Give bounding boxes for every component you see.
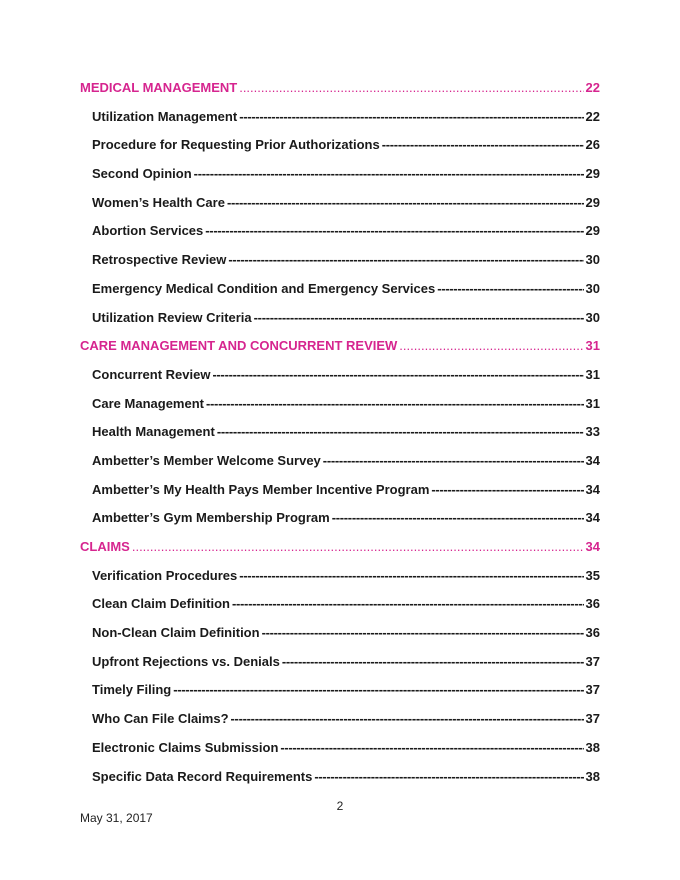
toc-entry-upfront-rejections[interactable] xyxy=(80,652,600,681)
toc-entry-page: 29 xyxy=(585,194,600,210)
toc-entry-page: 36 xyxy=(585,596,600,612)
toc-entry-title: Utilization Review Criteria xyxy=(92,309,252,325)
toc-entry-health-management[interactable] xyxy=(80,422,600,451)
dash-leader xyxy=(262,623,584,643)
toc-entry-emergency-services[interactable] xyxy=(80,279,600,308)
toc-entry-utilization-review-criteria[interactable] xyxy=(80,308,600,337)
toc-entry-title: Electronic Claims Submission xyxy=(92,739,279,755)
toc-entry-page: 22 xyxy=(585,80,600,95)
dash-leader xyxy=(323,451,584,471)
dash-leader xyxy=(254,308,584,328)
toc-entry-title: Concurrent Review xyxy=(92,366,211,382)
toc-entry-page: 30 xyxy=(585,252,600,268)
dash-leader xyxy=(228,250,583,270)
toc-entry-member-welcome-survey[interactable] xyxy=(80,451,600,480)
toc-entry-retrospective-review[interactable] xyxy=(80,250,600,279)
toc-entry-gym-membership-program[interactable] xyxy=(80,508,600,537)
toc-entry-utilization-management[interactable] xyxy=(80,107,600,136)
toc-entry-title: MEDICAL MANAGEMENT xyxy=(80,80,238,95)
dash-leader xyxy=(232,594,584,614)
toc-entry-second-opinion[interactable] xyxy=(80,164,600,193)
toc-entry-page: 38 xyxy=(585,768,600,784)
toc-entry-title: Second Opinion xyxy=(92,166,192,182)
dash-leader xyxy=(227,193,584,213)
toc-entry-title: Specific Data Record Requirements xyxy=(92,768,313,784)
toc-entry-page: 34 xyxy=(585,481,600,497)
toc-entry-title: Non-Clean Claim Definition xyxy=(92,625,260,641)
toc-entry-page: 35 xyxy=(585,567,600,583)
toc-entry-title: Ambetter’s Member Welcome Survey xyxy=(92,452,321,468)
toc-entry-page: 31 xyxy=(585,395,600,411)
toc-entry-title: Ambetter’s Gym Membership Program xyxy=(92,510,330,526)
dot-leader xyxy=(132,537,584,557)
toc-section-claims[interactable] xyxy=(80,537,600,566)
toc-entry-womens-health-care[interactable] xyxy=(80,193,600,222)
toc-entry-page: 37 xyxy=(585,711,600,727)
toc-entry-page: 33 xyxy=(585,424,600,440)
table-of-contents xyxy=(80,78,600,795)
toc-entry-title: Health Management xyxy=(92,424,215,440)
dash-leader xyxy=(206,394,584,414)
toc-entry-member-incentive-program[interactable] xyxy=(80,480,600,509)
toc-entry-page: 29 xyxy=(585,223,600,239)
dash-leader xyxy=(217,422,584,442)
dash-leader xyxy=(382,135,584,155)
toc-entry-title: Ambetter’s My Health Pays Member Incentive Program xyxy=(92,481,430,497)
toc-entry-title: Clean Claim Definition xyxy=(92,596,230,612)
toc-entry-title: Retrospective Review xyxy=(92,252,227,268)
toc-entry-page: 37 xyxy=(585,682,600,698)
toc-entry-care-management[interactable] xyxy=(80,394,600,423)
toc-entry-page: 34 xyxy=(585,452,600,468)
dash-leader xyxy=(212,365,583,385)
toc-entry-concurrent-review[interactable] xyxy=(80,365,600,394)
dash-leader xyxy=(280,738,583,758)
toc-entry-page: 26 xyxy=(585,137,600,153)
toc-entry-page: 30 xyxy=(585,309,600,325)
toc-entry-page: 31 xyxy=(585,366,600,382)
dash-leader xyxy=(282,652,584,672)
dash-leader xyxy=(231,709,584,729)
toc-entry-page: 34 xyxy=(585,510,600,526)
toc-entry-page: 29 xyxy=(585,166,600,182)
toc-section-medical-management[interactable] xyxy=(80,78,600,107)
toc-entry-data-record-requirements[interactable] xyxy=(80,767,600,796)
toc-entry-title: Upfront Rejections vs. Denials xyxy=(92,653,280,669)
toc-entry-abortion-services[interactable] xyxy=(80,221,600,250)
toc-entry-page: 36 xyxy=(585,625,600,641)
dash-leader xyxy=(239,566,583,586)
dot-leader xyxy=(239,78,583,98)
toc-entry-title: Verification Procedures xyxy=(92,567,238,583)
toc-entry-prior-authorizations[interactable] xyxy=(80,135,600,164)
dash-leader xyxy=(173,680,583,700)
footer-date: May 31, 2017 xyxy=(80,811,153,825)
dash-leader xyxy=(194,164,584,184)
toc-entry-page: 31 xyxy=(585,338,600,354)
toc-entry-title: Who Can File Claims? xyxy=(92,711,229,727)
toc-entry-title: Procedure for Requesting Prior Authorizations xyxy=(92,137,380,153)
toc-entry-title: Abortion Services xyxy=(92,223,204,239)
toc-entry-title: Care Management xyxy=(92,395,204,411)
toc-entry-page: 22 xyxy=(585,108,600,124)
toc-entry-non-clean-claim-definition[interactable] xyxy=(80,623,600,652)
toc-entry-title: Utilization Management xyxy=(92,108,238,124)
page-number: 2 xyxy=(336,799,344,813)
toc-entry-clean-claim-definition[interactable] xyxy=(80,594,600,623)
toc-entry-page: 37 xyxy=(585,653,600,669)
toc-entry-timely-filing[interactable] xyxy=(80,680,600,709)
toc-entry-electronic-claims-submission[interactable] xyxy=(80,738,600,767)
toc-entry-title: Timely Filing xyxy=(92,682,172,698)
dash-leader xyxy=(332,508,584,528)
toc-entry-who-can-file-claims[interactable] xyxy=(80,709,600,738)
toc-entry-title: CARE MANAGEMENT AND CONCURRENT REVIEW xyxy=(80,338,398,354)
toc-entry-title: CLAIMS xyxy=(80,539,130,554)
toc-entry-title: Emergency Medical Condition and Emergency Services xyxy=(92,280,436,296)
dash-leader xyxy=(437,279,583,299)
dash-leader xyxy=(205,221,583,241)
toc-entry-title: Women’s Health Care xyxy=(92,194,225,210)
toc-entry-verification-procedures[interactable] xyxy=(80,566,600,595)
dot-leader xyxy=(399,336,583,356)
dash-leader xyxy=(239,107,583,127)
toc-section-care-management[interactable] xyxy=(80,336,600,365)
toc-entry-page: 34 xyxy=(585,539,600,554)
dash-leader xyxy=(314,767,583,787)
dash-leader xyxy=(431,480,583,500)
toc-entry-page: 30 xyxy=(585,280,600,296)
toc-entry-page: 38 xyxy=(585,739,600,755)
